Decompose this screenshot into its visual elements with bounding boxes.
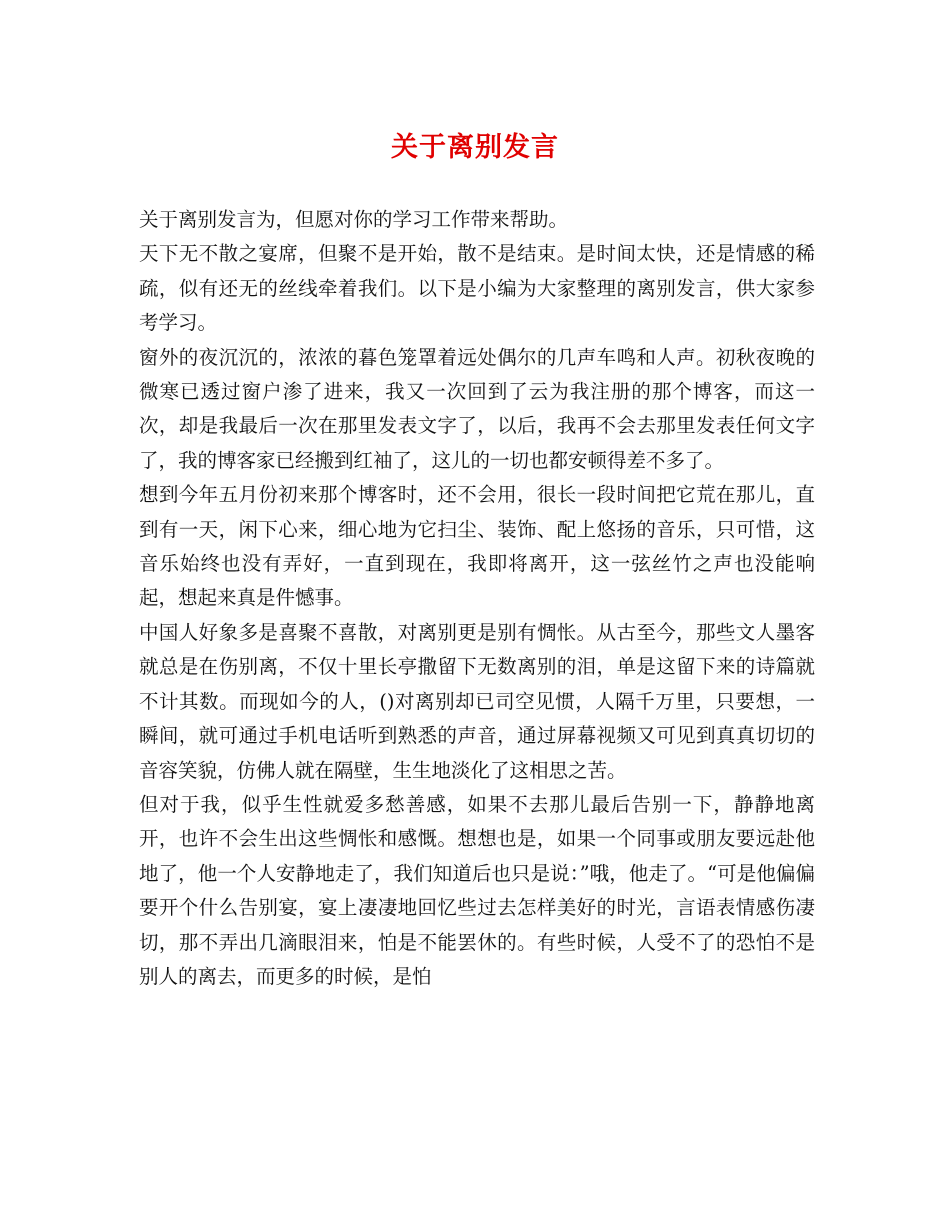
paragraph-1: 天下无不散之宴席，但聚不是开始，散不是结束。是时间太快，还是情感的稀疏，似有还无的丝线牵着我们。以下是小编为大家整理的离别发言，供大家参考学习。 bbox=[139, 242, 815, 335]
paragraph-5: 但对于我，似乎生性就爱多愁善感，如果不去那儿最后告别一下，静静地离开，也许不会生出这些惆怅和感慨。想想也是，如果一个同事或朋友要远赴他地了，他一个人安静地走了，我们知道后也只是说：”哦，他走了。“可是他偏偏要开个什么告别宴，宴上凄凄地回忆些过去怎样美好的时光，言语表情感伤凄切，那不弄出几滴眼泪来，怕是不能罢休的。有些时候，人受不了的恐怕不是别人的离去，而更多的时候，是怕 bbox=[139, 792, 815, 988]
paragraph-3: 想到今年五月份初来那个博客时，还不会用，很长一段时间把它荒在那儿，直到有一天，闲下心来，细心地为它扫尘、装饰、配上悠扬的音乐，只可惜，这音乐始终也没有弄好，一直到现在，我即将离开，这一弦丝竹之声也没能响起，想起来真是件憾事。 bbox=[139, 483, 815, 610]
document-body bbox=[139, 203, 815, 994]
paragraph-2: 窗外的夜沉沉的，浓浓的暮色笼罩着远处偶尔的几声车鸣和人声。初秋夜晚的微寒已透过窗户渗了进来，我又一次回到了云为我注册的那个博客，而这一次，却是我最后一次在那里发表文字了，以后，我再不会去那里发表任何文字了，我的博客家已经搬到红袖了，这儿的一切也都安顿得差不多了。 bbox=[139, 345, 815, 472]
paragraph-4: 中国人好象多是喜聚不喜散，对离别更是别有惆怅。从古至今，那些文人墨客就总是在伤别离，不仅十里长亭撒留下无数离别的泪，单是这留下来的诗篇就不计其数。而现如今的人，()对离别却已司空见惯，人隔千万里，只要想，一瞬间，就可通过手机电话听到熟悉的声音，通过屏幕视频又可见到真真切切的音容笑貌，仿佛人就在隔壁，生生地淡化了这相思之苦。 bbox=[139, 620, 815, 782]
document-title: 关于离别发言 bbox=[391, 132, 559, 163]
paragraph-intro: 关于离别发言为，但愿对你的学习工作带来帮助。 bbox=[139, 208, 569, 231]
